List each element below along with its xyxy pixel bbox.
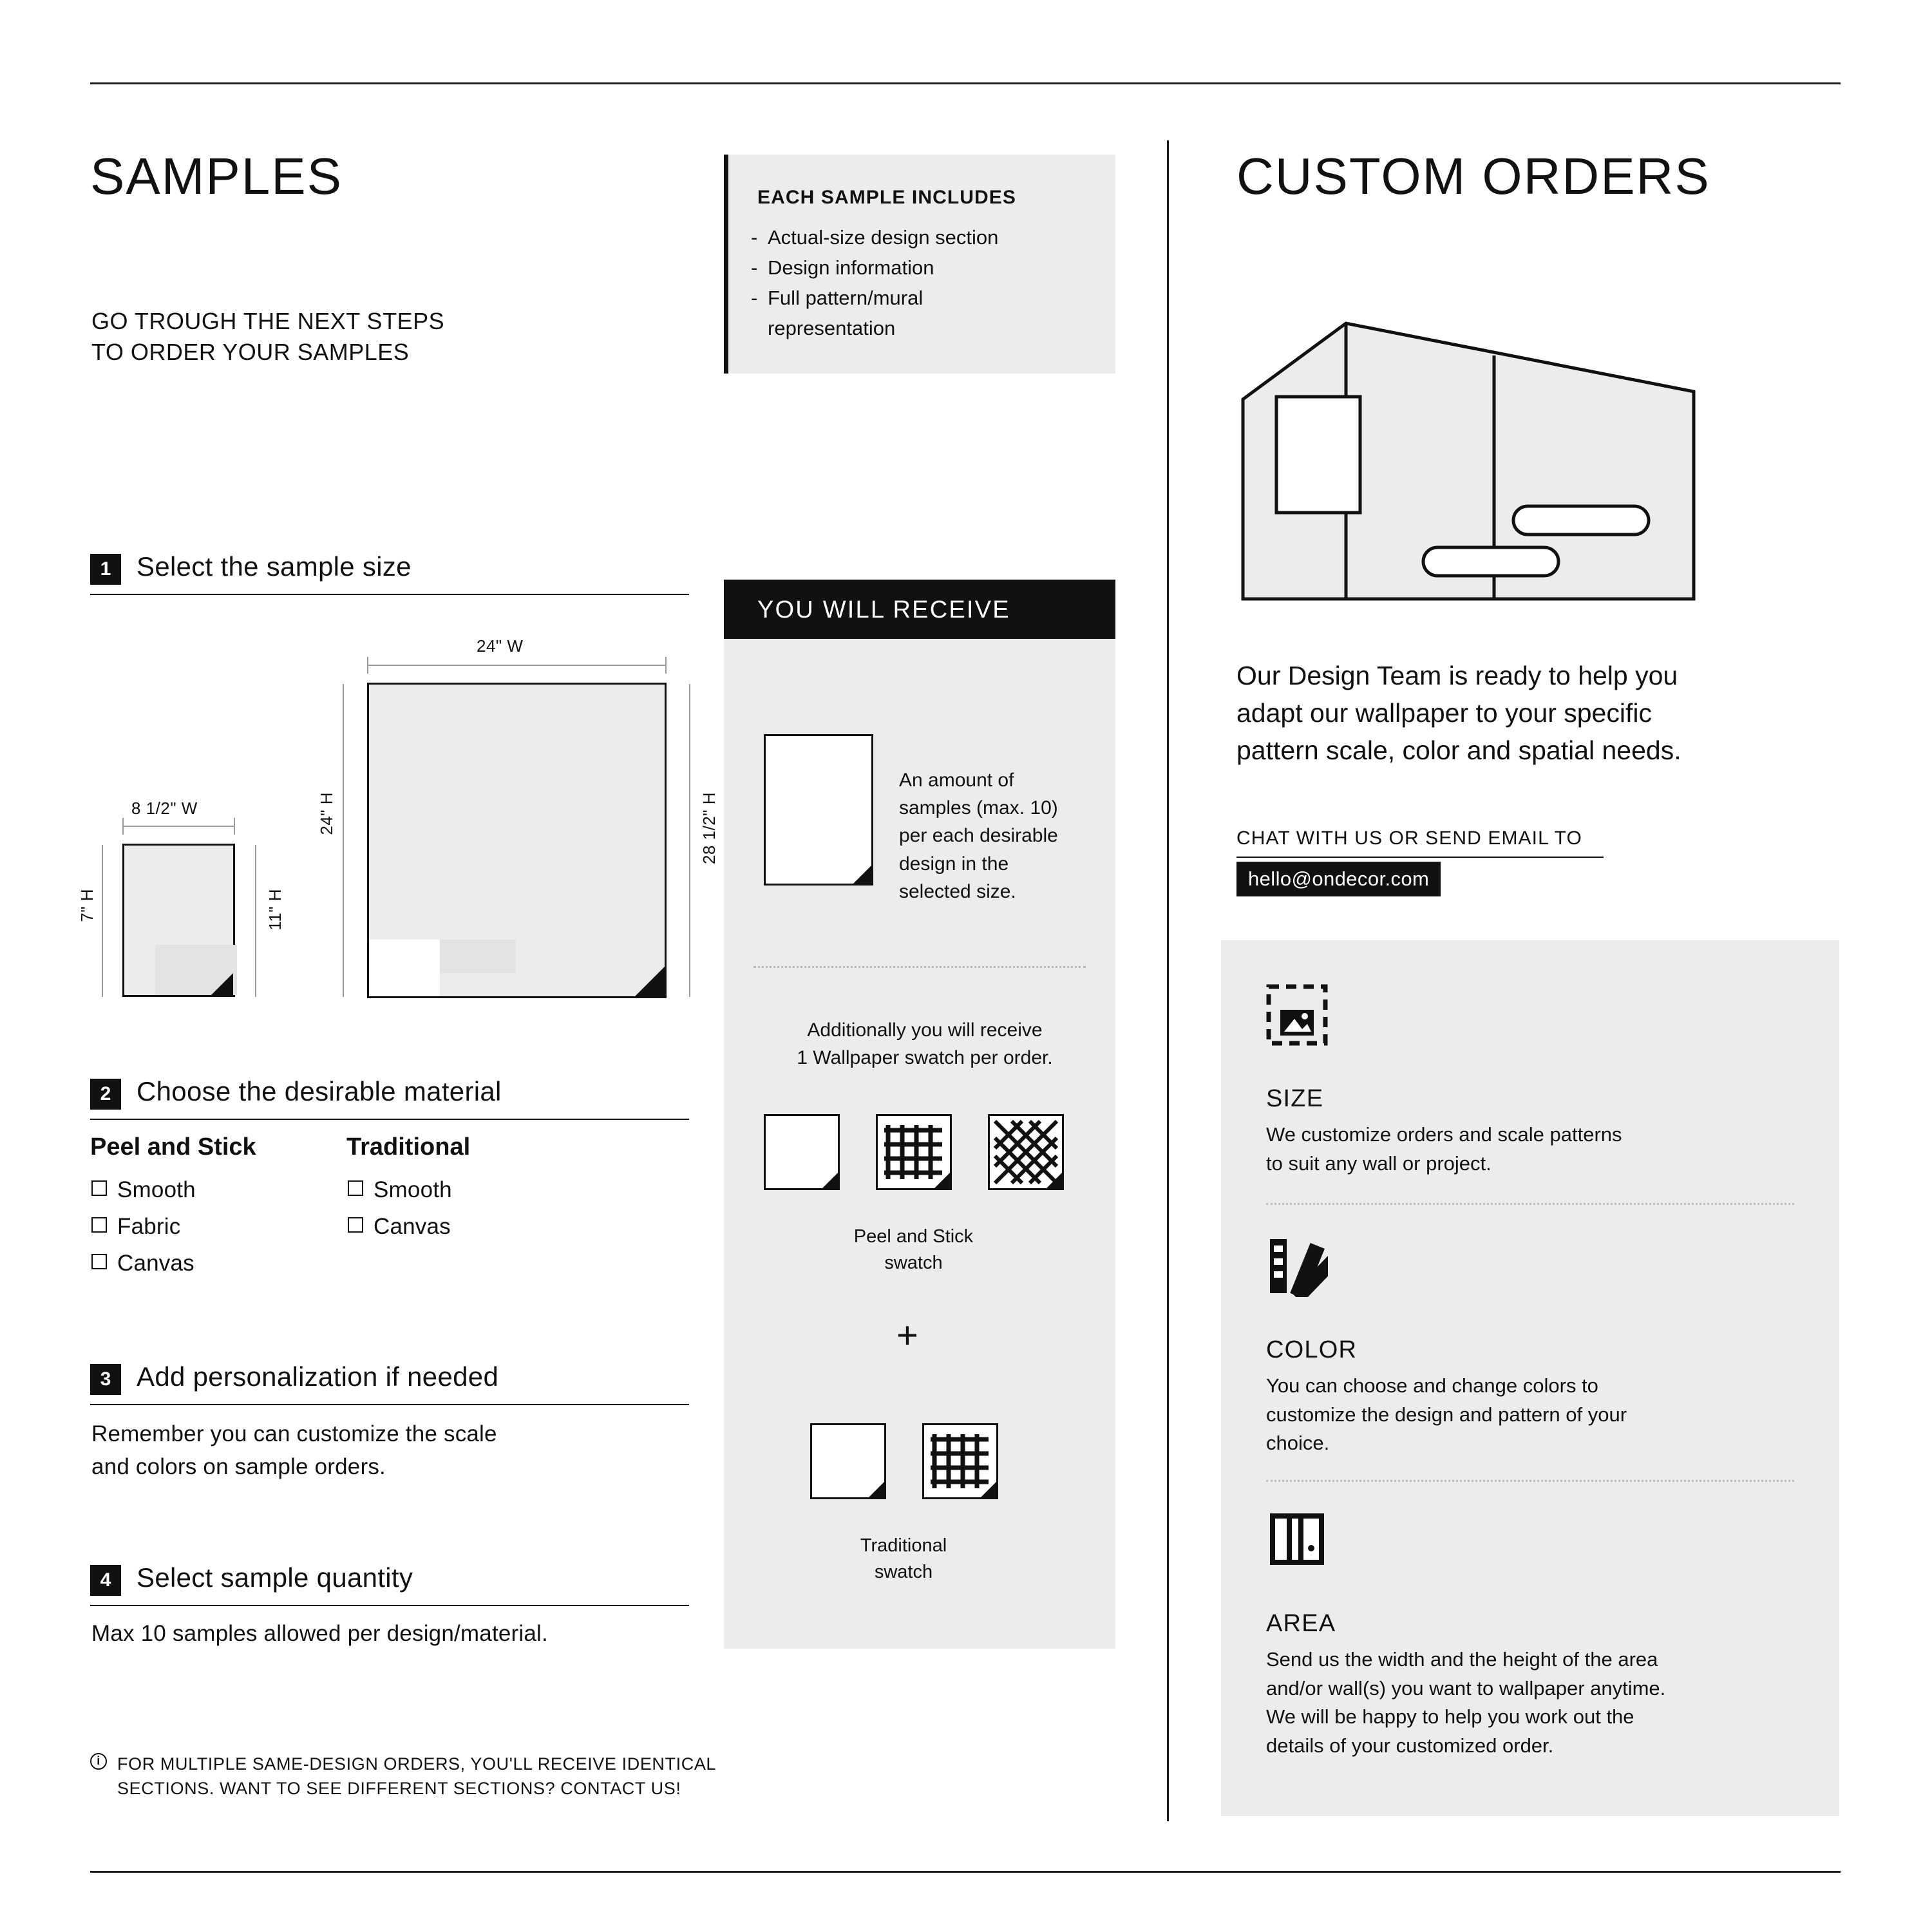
large-width-tick-right [665, 657, 667, 674]
additional-line1: Additionally you will receive [807, 1019, 1043, 1041]
samples-subtitle [91, 306, 444, 367]
feature-size-title: SIZE [1266, 1085, 1324, 1112]
large-height-left-line [343, 684, 344, 997]
color-swatch-fan-icon-svg [1266, 1235, 1328, 1297]
large-width-dimension-line [367, 665, 667, 666]
peel-swatch-caption [764, 1224, 1063, 1276]
large-height-left-label: 24" H [317, 792, 336, 835]
wall-panels-icon [1266, 1508, 1328, 1573]
material-column-peel-title: Peel and Stick [90, 1133, 256, 1160]
you-will-receive-header [724, 580, 1115, 639]
dash-marker: - [751, 226, 758, 249]
traditional-caption-line1: Traditional [860, 1535, 947, 1556]
custom-orders-intro [1236, 657, 1835, 770]
traditional-swatch-grid [922, 1423, 998, 1499]
info-icon: i [90, 1753, 107, 1770]
step-3-number: 3 [90, 1364, 121, 1395]
large-sample-swatch [367, 683, 667, 998]
samples-title: SAMPLES [90, 147, 343, 205]
small-width-tick-right [234, 818, 235, 835]
chat-underline [1236, 857, 1604, 858]
color-swatch-fan-icon [1266, 1235, 1328, 1300]
checkbox-label: Smooth [117, 1177, 196, 1202]
checkbox-peel-fabric[interactable] [91, 1214, 180, 1240]
small-height-right-label: 11" H [265, 889, 285, 931]
feature-color-line1: You can choose and change colors to [1266, 1374, 1598, 1397]
samples-subtitle-line1: GO TROUGH THE NEXT STEPS [91, 308, 445, 334]
checkbox-box[interactable] [91, 1254, 107, 1269]
checkbox-peel-canvas[interactable] [91, 1251, 194, 1276]
traditional-swatch-plain [810, 1423, 886, 1499]
large-width-tick-left [367, 657, 368, 674]
panel-dotted-divider [753, 966, 1086, 968]
sample-amount-line1: An amount of [899, 770, 1014, 791]
swatch-corner-fold [1046, 1173, 1062, 1188]
checkbox-label: Canvas [117, 1251, 194, 1276]
samples-subtitle-line2: TO ORDER YOUR SAMPLES [91, 338, 410, 365]
sheet-corner-fold [853, 866, 871, 884]
checkbox-traditional-canvas[interactable] [348, 1214, 451, 1240]
wall-panels-icon-svg [1266, 1508, 1328, 1570]
sample-amount-line5: selected size. [899, 880, 1016, 902]
feature-area-line4: details of your customized order. [1266, 1734, 1554, 1757]
peel-caption-line2: swatch [884, 1252, 943, 1273]
footnote-line1: FOR MULTIPLE SAME-DESIGN ORDERS, YOU'LL RECEIVE IDENTICAL [117, 1754, 717, 1774]
feature-area-line2: and/or wall(s) you want to wallpaper anytime. [1266, 1676, 1666, 1700]
feature-area-line3: We will be happy to help you work out the [1266, 1705, 1634, 1728]
small-width-tick-left [122, 818, 124, 835]
you-will-receive-title: YOU WILL RECEIVE [757, 596, 1010, 623]
feature-size-body [1266, 1121, 1801, 1178]
checkbox-box[interactable] [348, 1217, 363, 1233]
feature-size-line2: to suit any wall or project. [1266, 1151, 1492, 1175]
checkbox-box[interactable] [348, 1180, 363, 1196]
sample-amount-line3: per each desirable [899, 825, 1058, 847]
feature-divider-2 [1266, 1480, 1794, 1482]
step-4-number: 4 [90, 1565, 121, 1596]
additional-line2: 1 Wallpaper swatch per order. [797, 1047, 1053, 1069]
step-4-body: Max 10 samples allowed per design/material. [91, 1621, 548, 1646]
checkbox-label: Smooth [374, 1177, 452, 1202]
intro-line1: Our Design Team is ready to help you [1236, 661, 1678, 690]
each-sample-includes-title: EACH SAMPLE INCLUDES [757, 187, 1017, 208]
feature-color-body [1266, 1372, 1801, 1458]
each-sample-includes-list [751, 222, 1099, 343]
small-width-label: 8 1/2" W [131, 799, 198, 818]
feature-area-title: AREA [1266, 1610, 1336, 1637]
sample-amount-line2: samples (max. 10) [899, 797, 1058, 819]
room-illustration [1236, 316, 1700, 618]
footnote [90, 1752, 902, 1801]
step-2-number: 2 [90, 1079, 121, 1110]
large-width-label: 24" W [477, 636, 524, 656]
step-1-number: 1 [90, 554, 121, 585]
step-3-label: Add personalization if needed [137, 1361, 499, 1392]
footnote-line2: SECTIONS. WANT TO SEE DIFFERENT SECTIONS? CONTACT US! [117, 1779, 681, 1799]
swatch-corner-fold [822, 1173, 838, 1188]
small-width-dimension-line [122, 826, 235, 827]
top-divider [90, 82, 1841, 84]
checkbox-box[interactable] [91, 1217, 107, 1233]
dash-marker: - [751, 287, 758, 310]
room-wallpaper-illustration [1236, 316, 1700, 618]
swatch-corner-fold [869, 1482, 884, 1497]
chat-with-us-label: CHAT WITH US OR SEND EMAIL TO [1236, 828, 1582, 849]
checkbox-label: Fabric [117, 1214, 181, 1239]
intro-line2: adapt our wallpaper to your specific [1236, 698, 1652, 728]
feature-color-title: COLOR [1266, 1336, 1358, 1363]
feature-color-line3: choice. [1266, 1432, 1330, 1455]
large-height-right-label: 28 1/2" H [699, 792, 719, 865]
peel-swatch-grid [876, 1114, 952, 1190]
large-height-right-line [689, 684, 690, 997]
step-1-underline [90, 594, 689, 595]
feature-size-line1: We customize orders and scale patterns [1266, 1123, 1622, 1146]
large-swatch-corner-fold [635, 967, 665, 996]
list-item-label: Full pattern/mural representation [768, 287, 923, 340]
step-3-body-line1: Remember you can customize the scale [91, 1421, 497, 1446]
checkbox-label: Canvas [374, 1214, 451, 1239]
large-swatch-grey-block [440, 940, 516, 973]
peel-caption-line1: Peel and Stick [853, 1226, 974, 1247]
list-item [751, 252, 1099, 283]
bottom-divider [90, 1871, 1841, 1873]
step-4-label: Select sample quantity [137, 1562, 413, 1593]
feature-color-line2: customize the design and pattern of your [1266, 1403, 1627, 1426]
small-height-right-line [255, 845, 256, 997]
large-swatch-white-block [369, 940, 440, 996]
plus-separator: + [896, 1314, 918, 1356]
image-frame-icon [1266, 984, 1328, 1049]
list-item [751, 283, 1099, 343]
additional-swatch-text [764, 1016, 1086, 1072]
list-item [751, 222, 1099, 252]
step-3-underline [90, 1404, 689, 1405]
each-sample-includes-accent-bar [724, 155, 728, 374]
feature-area-body [1266, 1645, 1801, 1761]
checkbox-box[interactable] [91, 1180, 107, 1196]
intro-line3: pattern scale, color and spatial needs. [1236, 735, 1681, 766]
small-sample-swatch [122, 844, 235, 997]
dash-marker: - [751, 256, 758, 279]
material-column-traditional-title: Traditional [346, 1133, 471, 1160]
custom-orders-title: CUSTOM ORDERS [1236, 147, 1710, 205]
peel-swatch-plain [764, 1114, 840, 1190]
list-item-label: Actual-size design section [768, 226, 999, 249]
sample-amount-line4: design in the [899, 853, 1009, 875]
checkbox-traditional-smooth[interactable] [348, 1177, 452, 1203]
traditional-caption-line2: swatch [874, 1561, 933, 1582]
swatch-corner-fold [934, 1173, 950, 1188]
step-3-body-line2: and colors on sample orders. [91, 1454, 386, 1479]
small-height-left-line [102, 845, 103, 997]
step-4-underline [90, 1605, 689, 1606]
email-link[interactable]: hello@ondecor.com [1236, 862, 1441, 896]
sample-sheet-illustration [764, 734, 873, 886]
list-item-label: Design information [768, 256, 934, 279]
checkbox-peel-smooth[interactable] [91, 1177, 196, 1203]
peel-swatch-diagonal [988, 1114, 1064, 1190]
feature-area-line1: Send us the width and the height of the area [1266, 1648, 1658, 1671]
sample-amount-text [899, 766, 1105, 905]
step-2-underline [90, 1119, 689, 1120]
column-divider [1167, 140, 1169, 1821]
image-frame-icon-svg [1266, 984, 1328, 1046]
feature-divider-1 [1266, 1203, 1794, 1205]
step-3-body [91, 1418, 671, 1484]
small-height-left-label: 7" H [77, 889, 97, 922]
sample-size-diagram [77, 605, 719, 1011]
small-swatch-corner-fold [211, 973, 233, 995]
step-2-label: Choose the desirable material [137, 1076, 502, 1106]
step-1-label: Select the sample size [137, 551, 412, 582]
traditional-swatch-caption [810, 1533, 997, 1585]
swatch-corner-fold [981, 1482, 996, 1497]
